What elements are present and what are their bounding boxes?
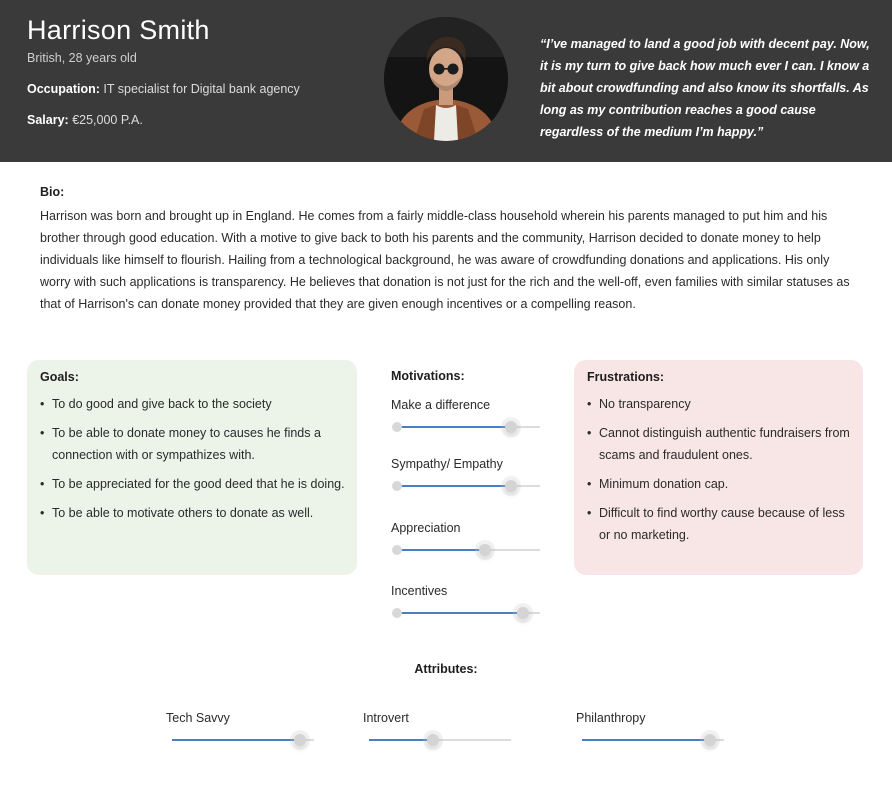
list-item [587, 393, 857, 415]
slider-handle[interactable] [517, 607, 529, 619]
bullet-icon: • [40, 506, 45, 520]
motivation-slider[interactable] [396, 549, 540, 551]
persona-name: Harrison Smith [27, 15, 210, 45]
bio-text: Harrison was born and brought up in England. He comes from a fairly middle-class household wherein his parents managed to put him and his brother through good education. With a motive to give back to both his parents and the community, Harrison decided to donate money to help individuals like himself to flourish. Hailing from a technological background, he was aware of crowdfunding donations and applications. His only worry with such applications is transparency. He believes that donation is not just for the rich and the well-off, even families with similar statuses as that of Harrison's can donate money provided that they are given enough incentives or a compelling reason. [40, 209, 850, 311]
list-item [40, 422, 352, 466]
goals-card [27, 360, 357, 575]
slider-start-knob [392, 481, 402, 491]
bullet-icon: • [587, 506, 592, 520]
goals-list [40, 393, 352, 531]
bullet-icon: • [587, 397, 592, 411]
list-item [587, 422, 857, 466]
goal-text: To do good and give back to the society [52, 397, 272, 411]
list-item [587, 473, 857, 495]
slider-handle[interactable] [704, 734, 716, 746]
slider-fill [582, 739, 710, 741]
bio-title: Bio: [40, 185, 65, 199]
slider-start-knob [392, 422, 402, 432]
motivation-label: Appreciation [391, 521, 461, 535]
persona-salary [27, 113, 143, 127]
persona-header [0, 0, 892, 162]
goals-title: Goals: [40, 370, 79, 384]
slider-start-knob [392, 545, 402, 555]
frustrations-list [587, 393, 857, 553]
slider-fill [396, 485, 511, 487]
goal-text: To be able to motivate others to donate as well. [52, 506, 314, 520]
frustrations-card [574, 360, 863, 575]
slider-fill [396, 426, 511, 428]
bullet-icon: • [40, 397, 45, 411]
slider-handle[interactable] [505, 480, 517, 492]
bullet-icon: • [587, 426, 592, 440]
persona-quote: “I’ve managed to land a good job with decent pay. Now, it is my turn to give back how much ever I can. I know a bit about crowdfunding and also know its shortfalls. As long as my contribution reaches a good cause regardless of the medium I’m happy.” [540, 37, 870, 139]
goal-text: To be able to donate money to causes he finds a connection with or sympathizes with. [52, 426, 321, 462]
goal-text: To be appreciated for the good deed that he is doing. [52, 477, 345, 491]
persona-photo [384, 17, 508, 141]
bullet-icon: • [40, 477, 45, 491]
salary-value: €25,000 P.A. [72, 113, 143, 127]
attributes-title: Attributes: [414, 662, 478, 676]
list-item [40, 393, 352, 415]
slider-handle[interactable] [505, 421, 517, 433]
list-item [587, 502, 857, 546]
persona-occupation [27, 82, 300, 96]
slider-handle[interactable] [479, 544, 491, 556]
frustration-text: No transparency [599, 397, 691, 411]
list-item [40, 473, 352, 495]
slider-fill [396, 612, 523, 614]
attribute-slider[interactable] [369, 739, 511, 741]
occupation-value: IT specialist for Digital bank agency [103, 82, 300, 96]
frustration-text: Cannot distinguish authentic fundraisers from scams and fraudulent ones. [599, 426, 850, 462]
persona-nationality-age: British, 28 years old [27, 51, 137, 65]
attribute-label: Tech Savvy [166, 711, 230, 725]
motivation-label: Make a difference [391, 398, 491, 412]
motivation-label: Incentives [391, 584, 448, 598]
motivations-title: Motivations: [391, 369, 465, 383]
attribute-label: Philanthropy [576, 711, 646, 725]
slider-fill [396, 549, 485, 551]
slider-start-knob [392, 608, 402, 618]
frustration-text: Difficult to find worthy cause because of less or no marketing. [599, 506, 845, 542]
list-item [40, 502, 352, 524]
motivation-slider[interactable] [396, 612, 540, 614]
motivation-label: Sympathy/ Empathy [391, 457, 503, 471]
motivation-slider[interactable] [396, 426, 540, 428]
persona-avatar [384, 17, 508, 141]
slider-handle[interactable] [294, 734, 306, 746]
slider-fill [172, 739, 300, 741]
slider-fill [369, 739, 433, 741]
attribute-slider[interactable] [172, 739, 314, 741]
attribute-slider[interactable] [582, 739, 724, 741]
motivation-slider[interactable] [396, 485, 540, 487]
frustration-text: Minimum donation cap. [599, 477, 729, 491]
frustrations-title: Frustrations: [587, 370, 665, 384]
bullet-icon: • [587, 477, 592, 491]
salary-label: Salary: [27, 113, 69, 127]
occupation-label: Occupation: [27, 82, 100, 96]
attribute-label: Introvert [363, 711, 409, 725]
slider-handle[interactable] [427, 734, 439, 746]
bullet-icon: • [40, 426, 45, 440]
